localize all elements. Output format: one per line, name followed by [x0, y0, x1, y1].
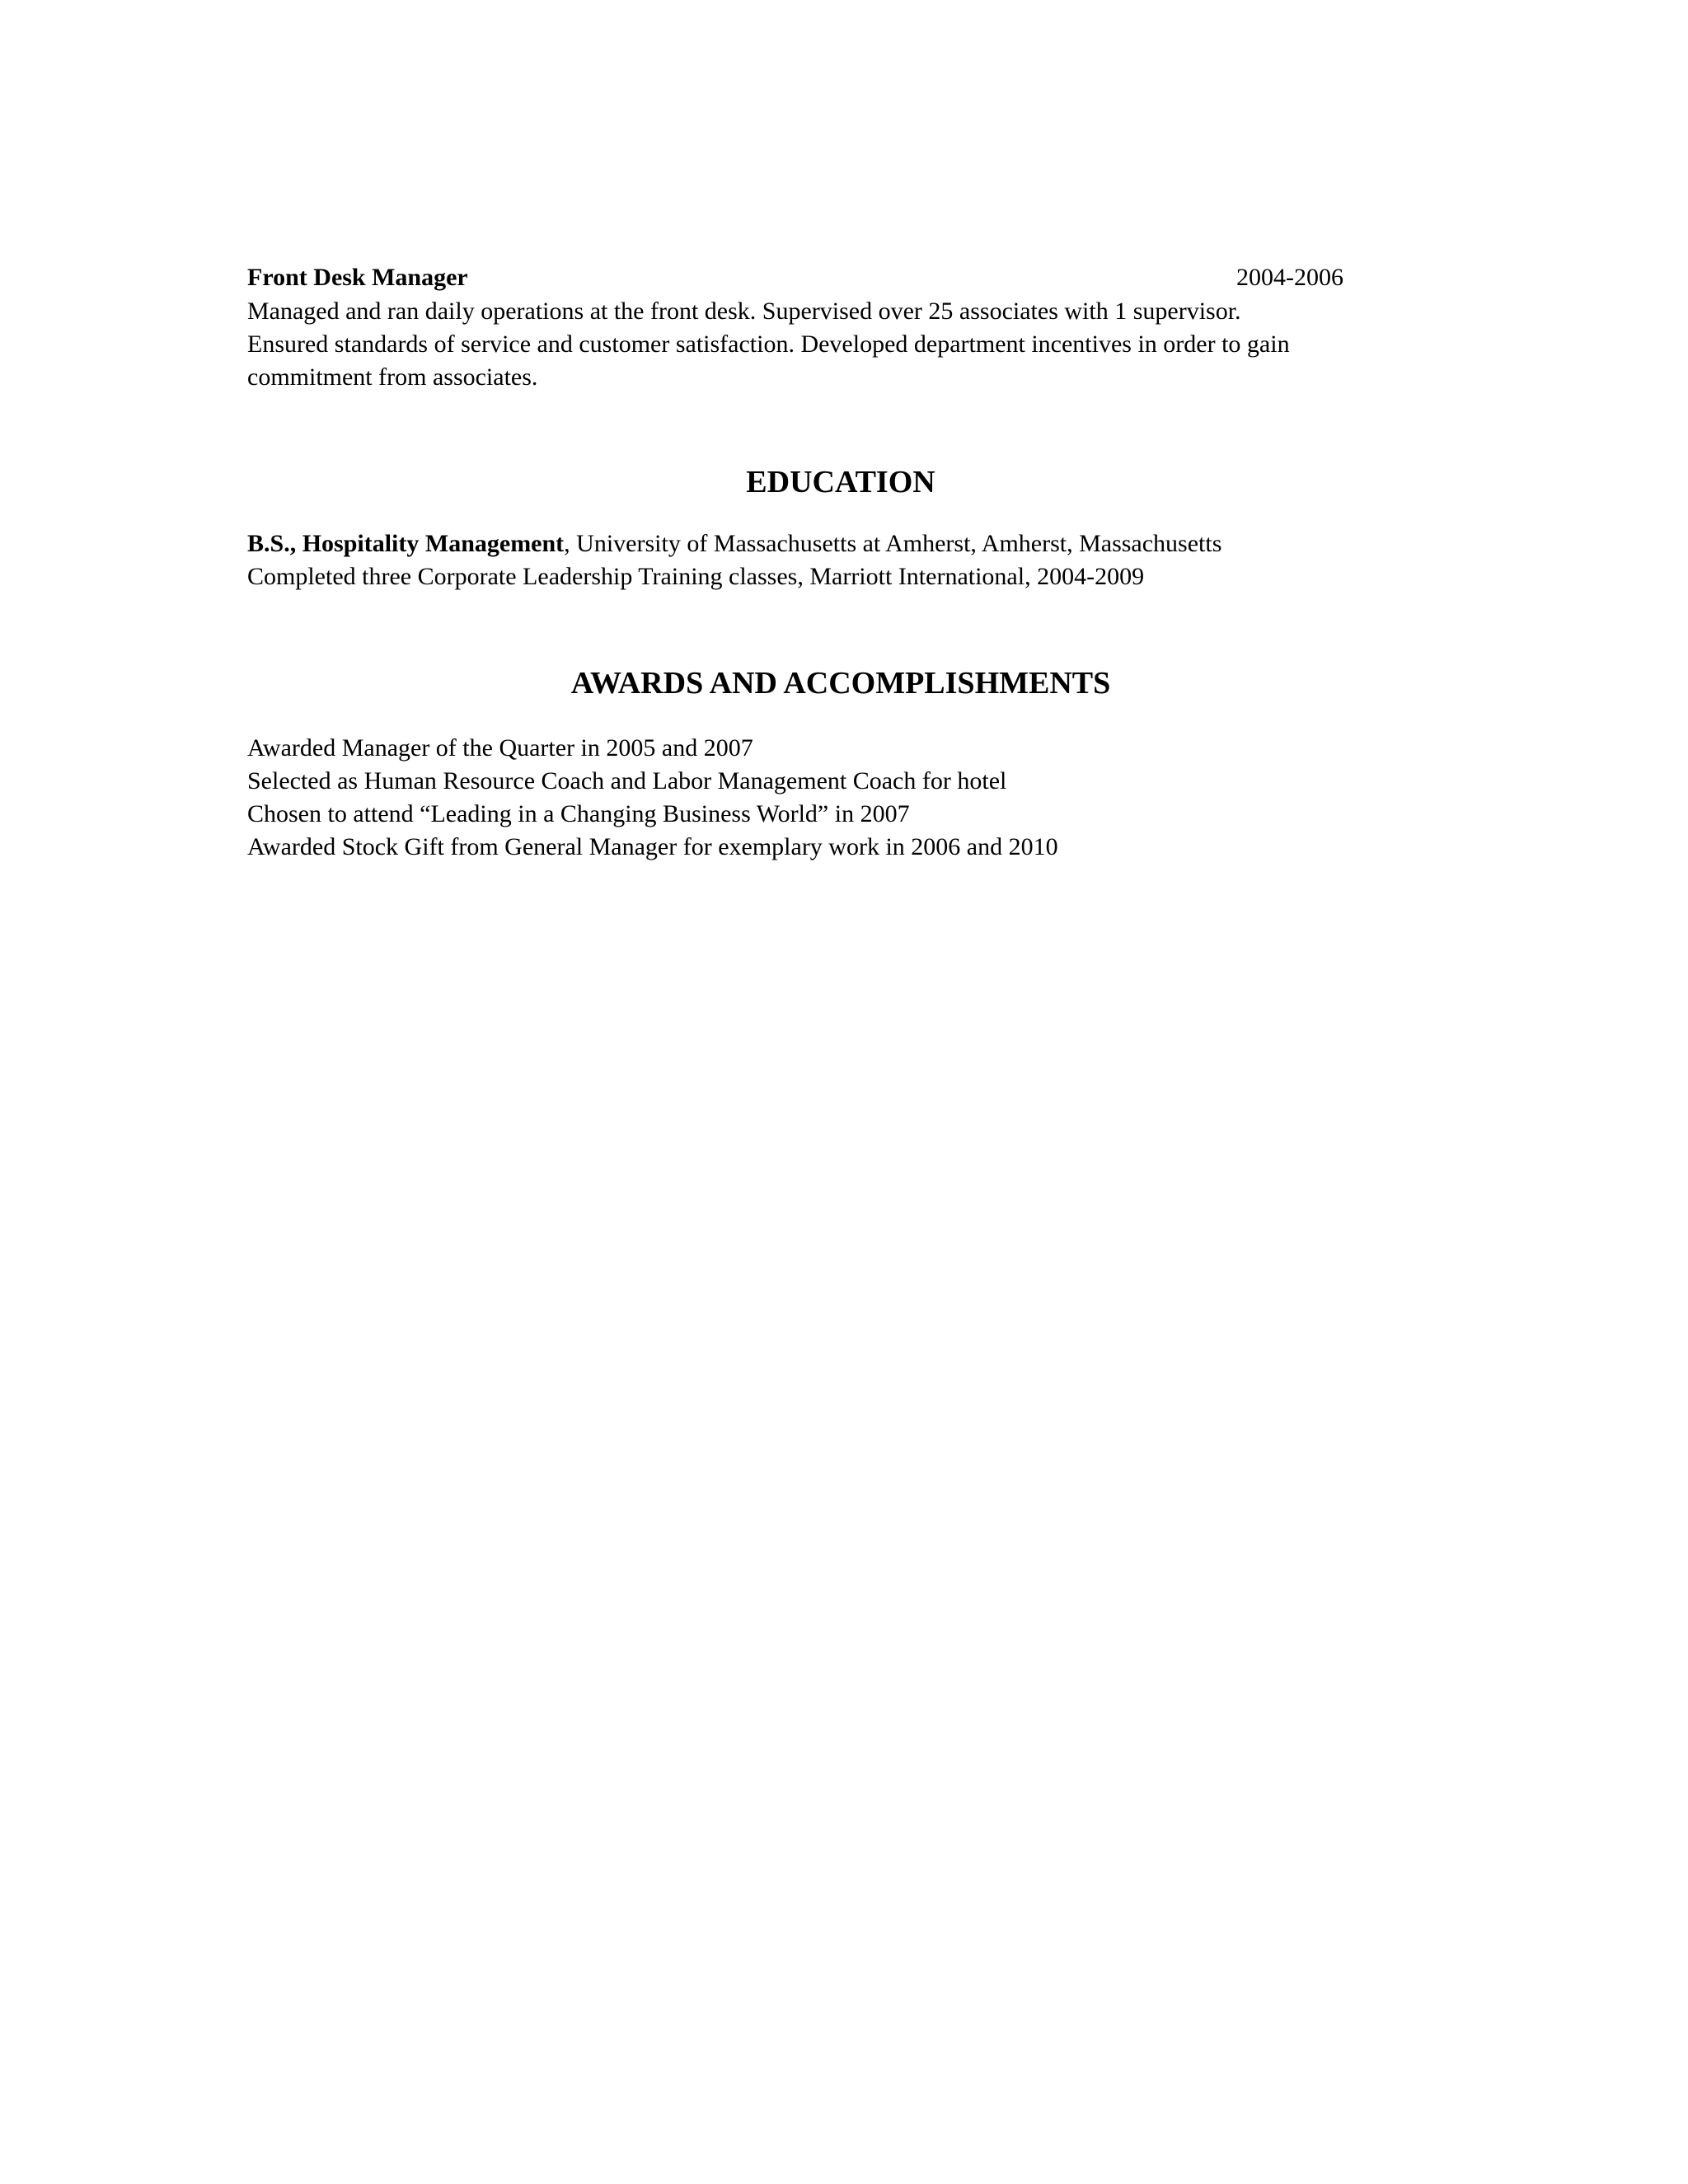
award-item: Awarded Stock Gift from General Manager for exemplary work in 2006 and 2010: [247, 833, 1058, 860]
award-item: Awarded Manager of the Quarter in 2005 and 2007: [247, 734, 753, 762]
job-dates: 2004-2006: [1236, 264, 1343, 291]
education-heading: EDUCATION: [746, 465, 935, 499]
degree-line: [247, 527, 1434, 560]
training-line: Completed three Corporate Leadership Training classes, Marriott International, 2004-2009: [247, 563, 1145, 590]
job-header: [247, 260, 1434, 295]
award-item: Selected as Human Resource Coach and Labor Management Coach for hotel: [247, 767, 1007, 794]
education-list: [247, 527, 1434, 593]
job-description-line: Ensured standards of service and customer satisfaction. Developed department incentives in order to gain: [247, 330, 1290, 358]
awards-heading: AWARDS AND ACCOMPLISHMENTS: [570, 666, 1111, 701]
awards-list: [247, 732, 1434, 864]
resume-content: [247, 260, 1434, 864]
job-description-line: Managed and ran daily operations at the front desk. Supervised over 25 associates with 1 supervisor.: [247, 298, 1241, 325]
award-item: Chosen to attend “Leading in a Changing Business World” in 2007: [247, 800, 910, 827]
degree-name: B.S., Hospitality Management: [247, 530, 565, 557]
job-description: [247, 295, 1434, 394]
job-description-line: commitment from associates.: [247, 363, 538, 391]
job-title: Front Desk Manager: [247, 264, 468, 291]
degree-institution: , University of Massachusetts at Amherst, Amherst, Massachusetts: [564, 530, 1222, 557]
